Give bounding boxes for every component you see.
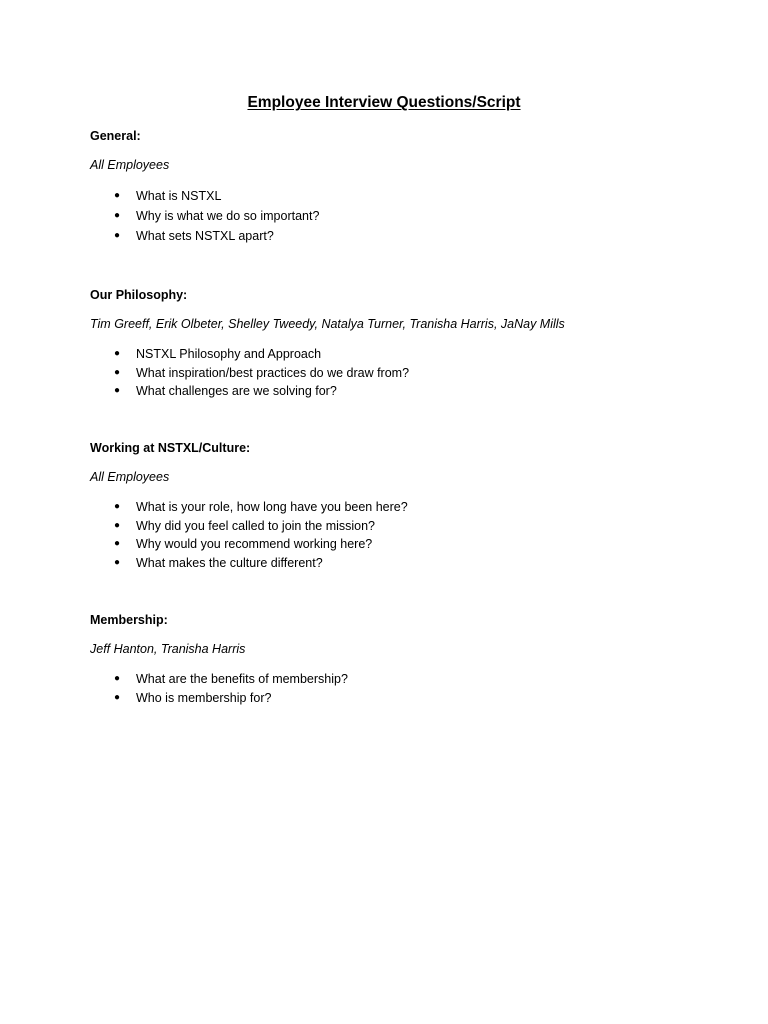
section-working-at-nstxl-culture: [90, 440, 710, 572]
section-heading: General:: [90, 129, 141, 143]
bullet-icon: ●: [114, 691, 121, 703]
section-membership: [90, 612, 710, 707]
question-list: [90, 670, 710, 707]
question-item: [90, 535, 710, 554]
section-participants: Tim Greeff, Erik Olbeter, Shelley Tweedy, Natalya Turner, Tranisha Harris, JaNay Mills: [90, 317, 565, 331]
question-text: What sets NSTXL apart?: [136, 229, 274, 243]
question-text: What is NSTXL: [136, 189, 222, 203]
question-text: Why did you feel called to join the mission?: [136, 518, 376, 533]
question-text: Why is what we do so important?: [136, 209, 320, 223]
bullet-icon: ●: [114, 519, 121, 531]
section-our-philosophy: [90, 287, 710, 401]
question-item: [90, 689, 710, 708]
question-list: [90, 186, 710, 246]
bullet-icon: ●: [114, 210, 121, 221]
bullet-icon: ●: [114, 673, 121, 684]
question-item: [90, 186, 710, 206]
bullet-icon: ●: [114, 538, 121, 549]
question-text: Who is membership for?: [136, 690, 272, 705]
section-heading: Working at NSTXL/Culture:: [90, 441, 251, 455]
question-item: [90, 382, 710, 401]
question-text: What makes the culture different?: [136, 555, 323, 570]
question-item: [90, 206, 710, 226]
section-participants: All Employees: [90, 158, 170, 172]
bullet-icon: ●: [114, 556, 121, 568]
bullet-icon: ●: [114, 230, 121, 241]
question-item: [90, 670, 710, 689]
bullet-icon: ●: [114, 190, 121, 201]
question-item: [90, 345, 710, 364]
question-text: What inspiration/best practices do we draw from?: [136, 365, 410, 380]
question-list: [90, 498, 710, 572]
bullet-icon: ●: [114, 501, 121, 512]
question-item: [90, 517, 710, 536]
question-list: [90, 345, 710, 401]
document-title: Employee Interview Questions/Script: [247, 94, 521, 111]
question-item: [90, 554, 710, 573]
question-item: [90, 498, 710, 517]
question-text: What are the benefits of membership?: [136, 672, 348, 686]
section-participants: All Employees: [90, 470, 170, 484]
section-general: [90, 128, 710, 246]
question-item: [90, 364, 710, 383]
bullet-icon: ●: [114, 348, 121, 359]
section-heading: Our Philosophy:: [90, 288, 188, 302]
question-text: What is your role, how long have you been here?: [136, 500, 408, 514]
bullet-icon: ●: [114, 366, 121, 378]
question-text: NSTXL Philosophy and Approach: [136, 347, 322, 361]
bullet-icon: ●: [114, 385, 121, 396]
question-text: Why would you recommend working here?: [136, 537, 373, 551]
section-heading: Membership:: [90, 613, 168, 627]
section-participants: Jeff Hanton, Tranisha Harris: [90, 642, 246, 656]
question-item: [90, 226, 710, 246]
question-text: What challenges are we solving for?: [136, 384, 337, 398]
